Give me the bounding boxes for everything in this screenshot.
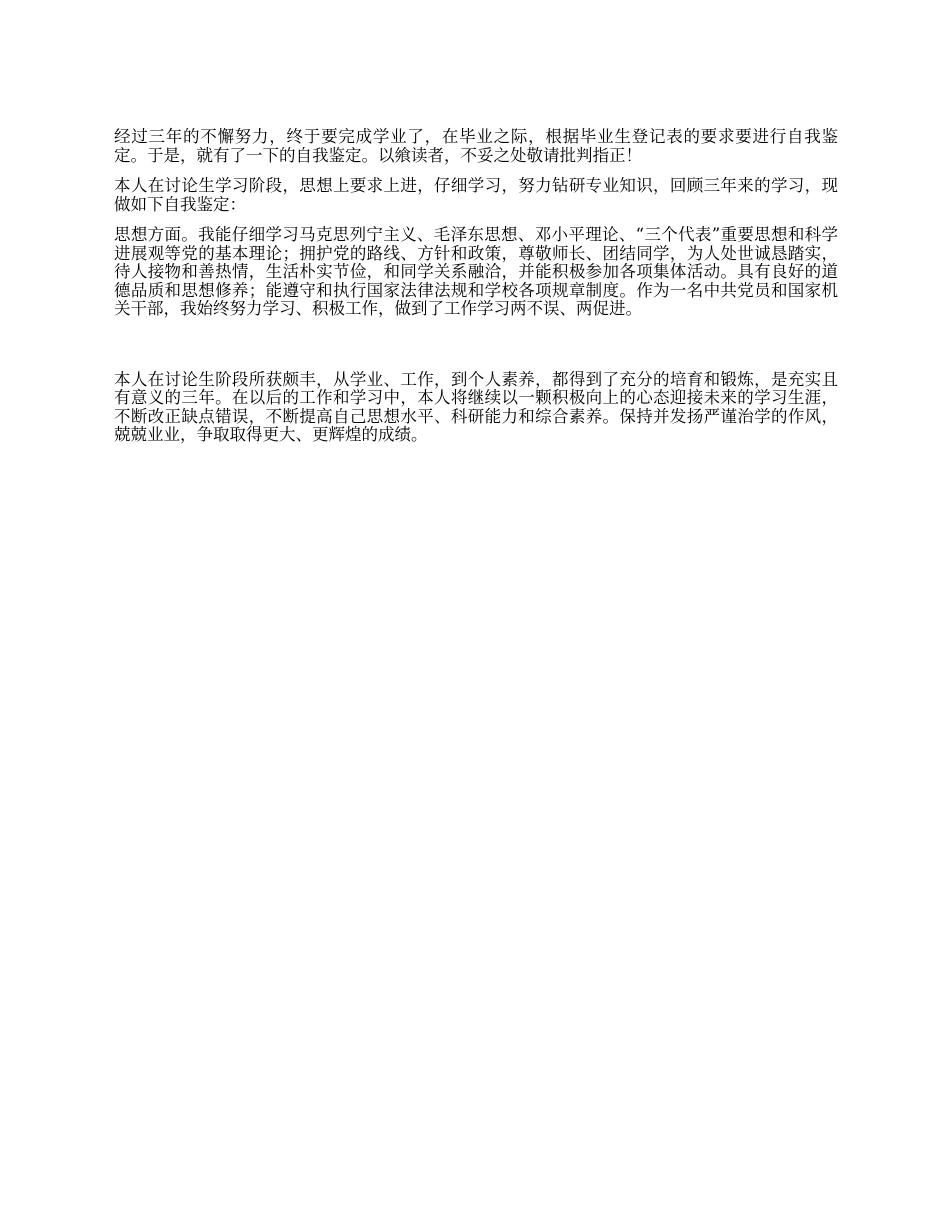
document-body [114,128,838,445]
paragraph-gap [114,319,838,371]
paragraph-summary: 本人在讨论生阶段所获颇丰，从学业、工作，到个人素养，都得到了充分的培育和锻炼，是充实且有意义的三年。在以后的工作和学习中，本人将继续以一颗积极向上的心态迎接未来的学习生涯，不断改正缺点错误，不断提高自己思想水平、科研能力和综合素养。保持并发扬严谨治学的作风，兢兢业业，争取取得更大、更辉煌的成绩。 [114,369,838,444]
paragraph-ideology: 思想方面。我能仔细学习马克思列宁主义、毛泽东思想、邓小平理论、“三个代表”重要思想和科学进展观等党的基本理论；拥护党的路线、方针和政策，尊敬师长、团结同学，为人处世诚恳踏实，待人接物和善热情，生活朴实节俭，和同学关系融洽，并能积极参加各项集体活动。具有良好的道德品质和思想修养；能遵守和执行国家法律法规和学校各项规章制度。作为一名中共党员和国家机关干部，我始终努力学习、积极工作，做到了工作学习两不误、两促进。 [114,225,838,318]
paragraph-overview: 本人在讨论生学习阶段，思想上要求上进，仔细学习，努力钻研专业知识，回顾三年来的学习，现做如下自我鉴定： [114,176,838,214]
paragraph-intro: 经过三年的不懈努力，终于要完成学业了，在毕业之际，根据毕业生登记表的要求要进行自我鉴定。于是，就有了一下的自我鉴定。以飨读者，不妥之处敬请批判指正！ [114,127,838,165]
